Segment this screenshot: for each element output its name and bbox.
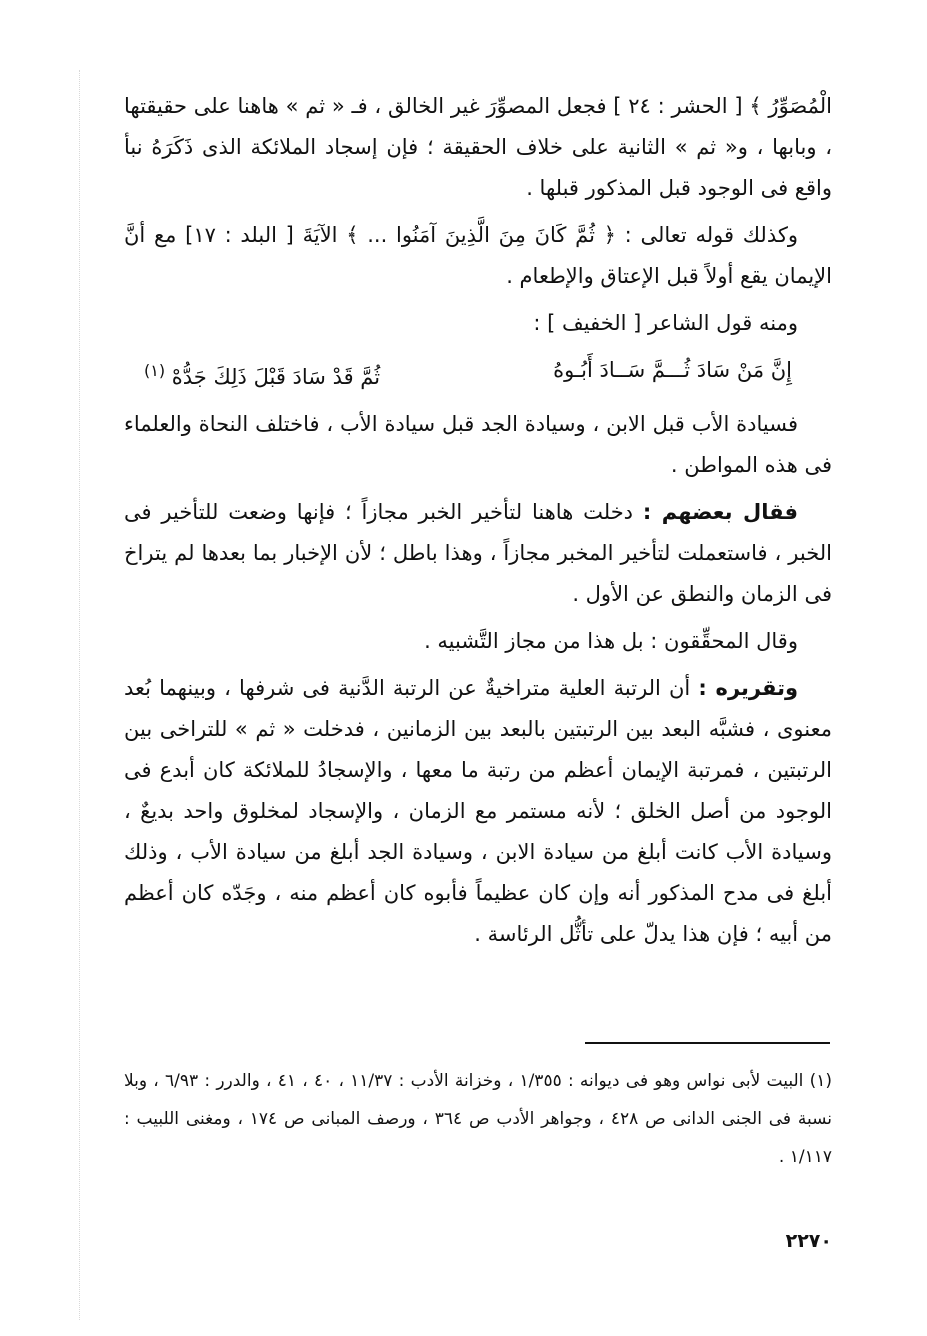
footnote-block: [124, 1062, 832, 1176]
footnote-text: (١) البيت لأبى نواس وهو فى ديوانه : ١/٣٥٥ ، وخزانة الأدب : ١١/٣٧ ، ٤٠ ، ٤١ ، والدرر : ٦/٩٣ ، وبلا نسبة فى الجنى الدانى ص ٤٢٨ ، وجواهر الأدب ص ٣٦٤ ، ورصف المبانى ص ١٧٤ ، ومغنى اللبيب : ١/١١٧ .: [124, 1071, 833, 1167]
paragraph-text: وكذلك قوله تعالى : ﴿ ثُمَّ كَانَ مِنَ الَّذِينَ آمَنُوا ... ﴾ الآيَةَ [ البلد : ١٧] مع أنَّ الإيمان يقع أولاً قبل الإعتاق والإطعام .: [124, 223, 832, 288]
paragraph-7: [124, 668, 832, 955]
binding-margin-dots: [79, 70, 80, 1320]
paragraph-text: دخلت هاهنا لتأخير الخبر مجازاً ؛ فإنها وضعت للتأخير فى الخبر ، فاستعملت لتأخير المخبر مجازاً ، وهذا باطل ؛ لأن الإخبار بما بعدها لم يتراخ فى الزمان والنطق عن الأول .: [124, 500, 832, 606]
poetry-verse: [124, 350, 832, 398]
paragraph-1: [124, 86, 832, 209]
paragraph-4: [124, 404, 832, 486]
paragraph-lead: فقال بعضهم :: [642, 500, 798, 524]
paragraph-lead: وتقريره :: [698, 676, 799, 700]
verse-second-hemistich-text: ثُمَّ قَدْ سَادَ قَبْلَ ذَلِكَ جَدُّهْ: [171, 365, 381, 389]
paragraph-3: [124, 303, 832, 344]
paragraph-text: ومنه قول الشاعر [ الخفيف ] :: [533, 311, 798, 335]
paragraph-6: [124, 621, 832, 662]
main-text-block: [124, 86, 832, 961]
footnote-divider: [585, 1042, 830, 1044]
verse-second-hemistich: [144, 350, 380, 398]
verse-first-hemistich: إِنَّ مَنْ سَادَ ثُـــمَّ سَــادَ أَبُـوهُ: [553, 358, 792, 382]
footnote-marker: (١): [144, 361, 166, 380]
paragraph-text: الْمُصَوِّرُ ﴾ [ الحشر : ٢٤ ] فجعل المصوِّرَ غير الخالق ، فـ « ثم » هاهنا على حقيقتها ، وبابها ، و« ثم » الثانية على خلاف الحقيقة ؛ فإن إسجاد الملائكة الذى ذَكَرَهُ نبأ واقع فى الوجود قبل المذكور قبلها .: [124, 94, 832, 200]
paragraph-2: [124, 215, 832, 297]
paragraph-text: فسيادة الأب قبل الابن ، وسيادة الجد قبل سيادة الأب ، فاختلف النحاة والعلماء فى هذه المواطن .: [124, 412, 832, 477]
page-number: ٢٢٧٠: [785, 1230, 832, 1252]
paragraph-5: [124, 492, 832, 615]
paragraph-text: أن الرتبة العلية متراخيةٌ عن الرتبة الدَّنية فى شرفها ، وبينهما بُعد معنوى ، فشبَّه البعد بين الرتبتين بالبعد بين الزمانين ، فدخلت « ثم » للتراخى بين الرتبتين ، فمرتبة الإيمان أعظم من رتبة ما معها ، والإسجادُ للملائكة كان أبدع فى الوجود من أصل الخلق ؛ لأنه مستمر مع الزمان ، والإسجاد لمخلوق واحد بديعٌ ، وسيادة الأب كانت أبلغ من سيادة الابن ، وسيادة الجد أبلغ من سيادة الأب ، وذلك أبلغ فى مدح المذكور أنه وإن كان عظيماً فأبوه كان أعظم منه ، وجَدّه كان أعظم من أبيه ؛ فإن هذا يدلّ على تأثُّل الرئاسة .: [124, 676, 832, 946]
paragraph-text: وقال المحقِّقون : بل هذا من مجاز التَّشبيه .: [424, 629, 798, 653]
